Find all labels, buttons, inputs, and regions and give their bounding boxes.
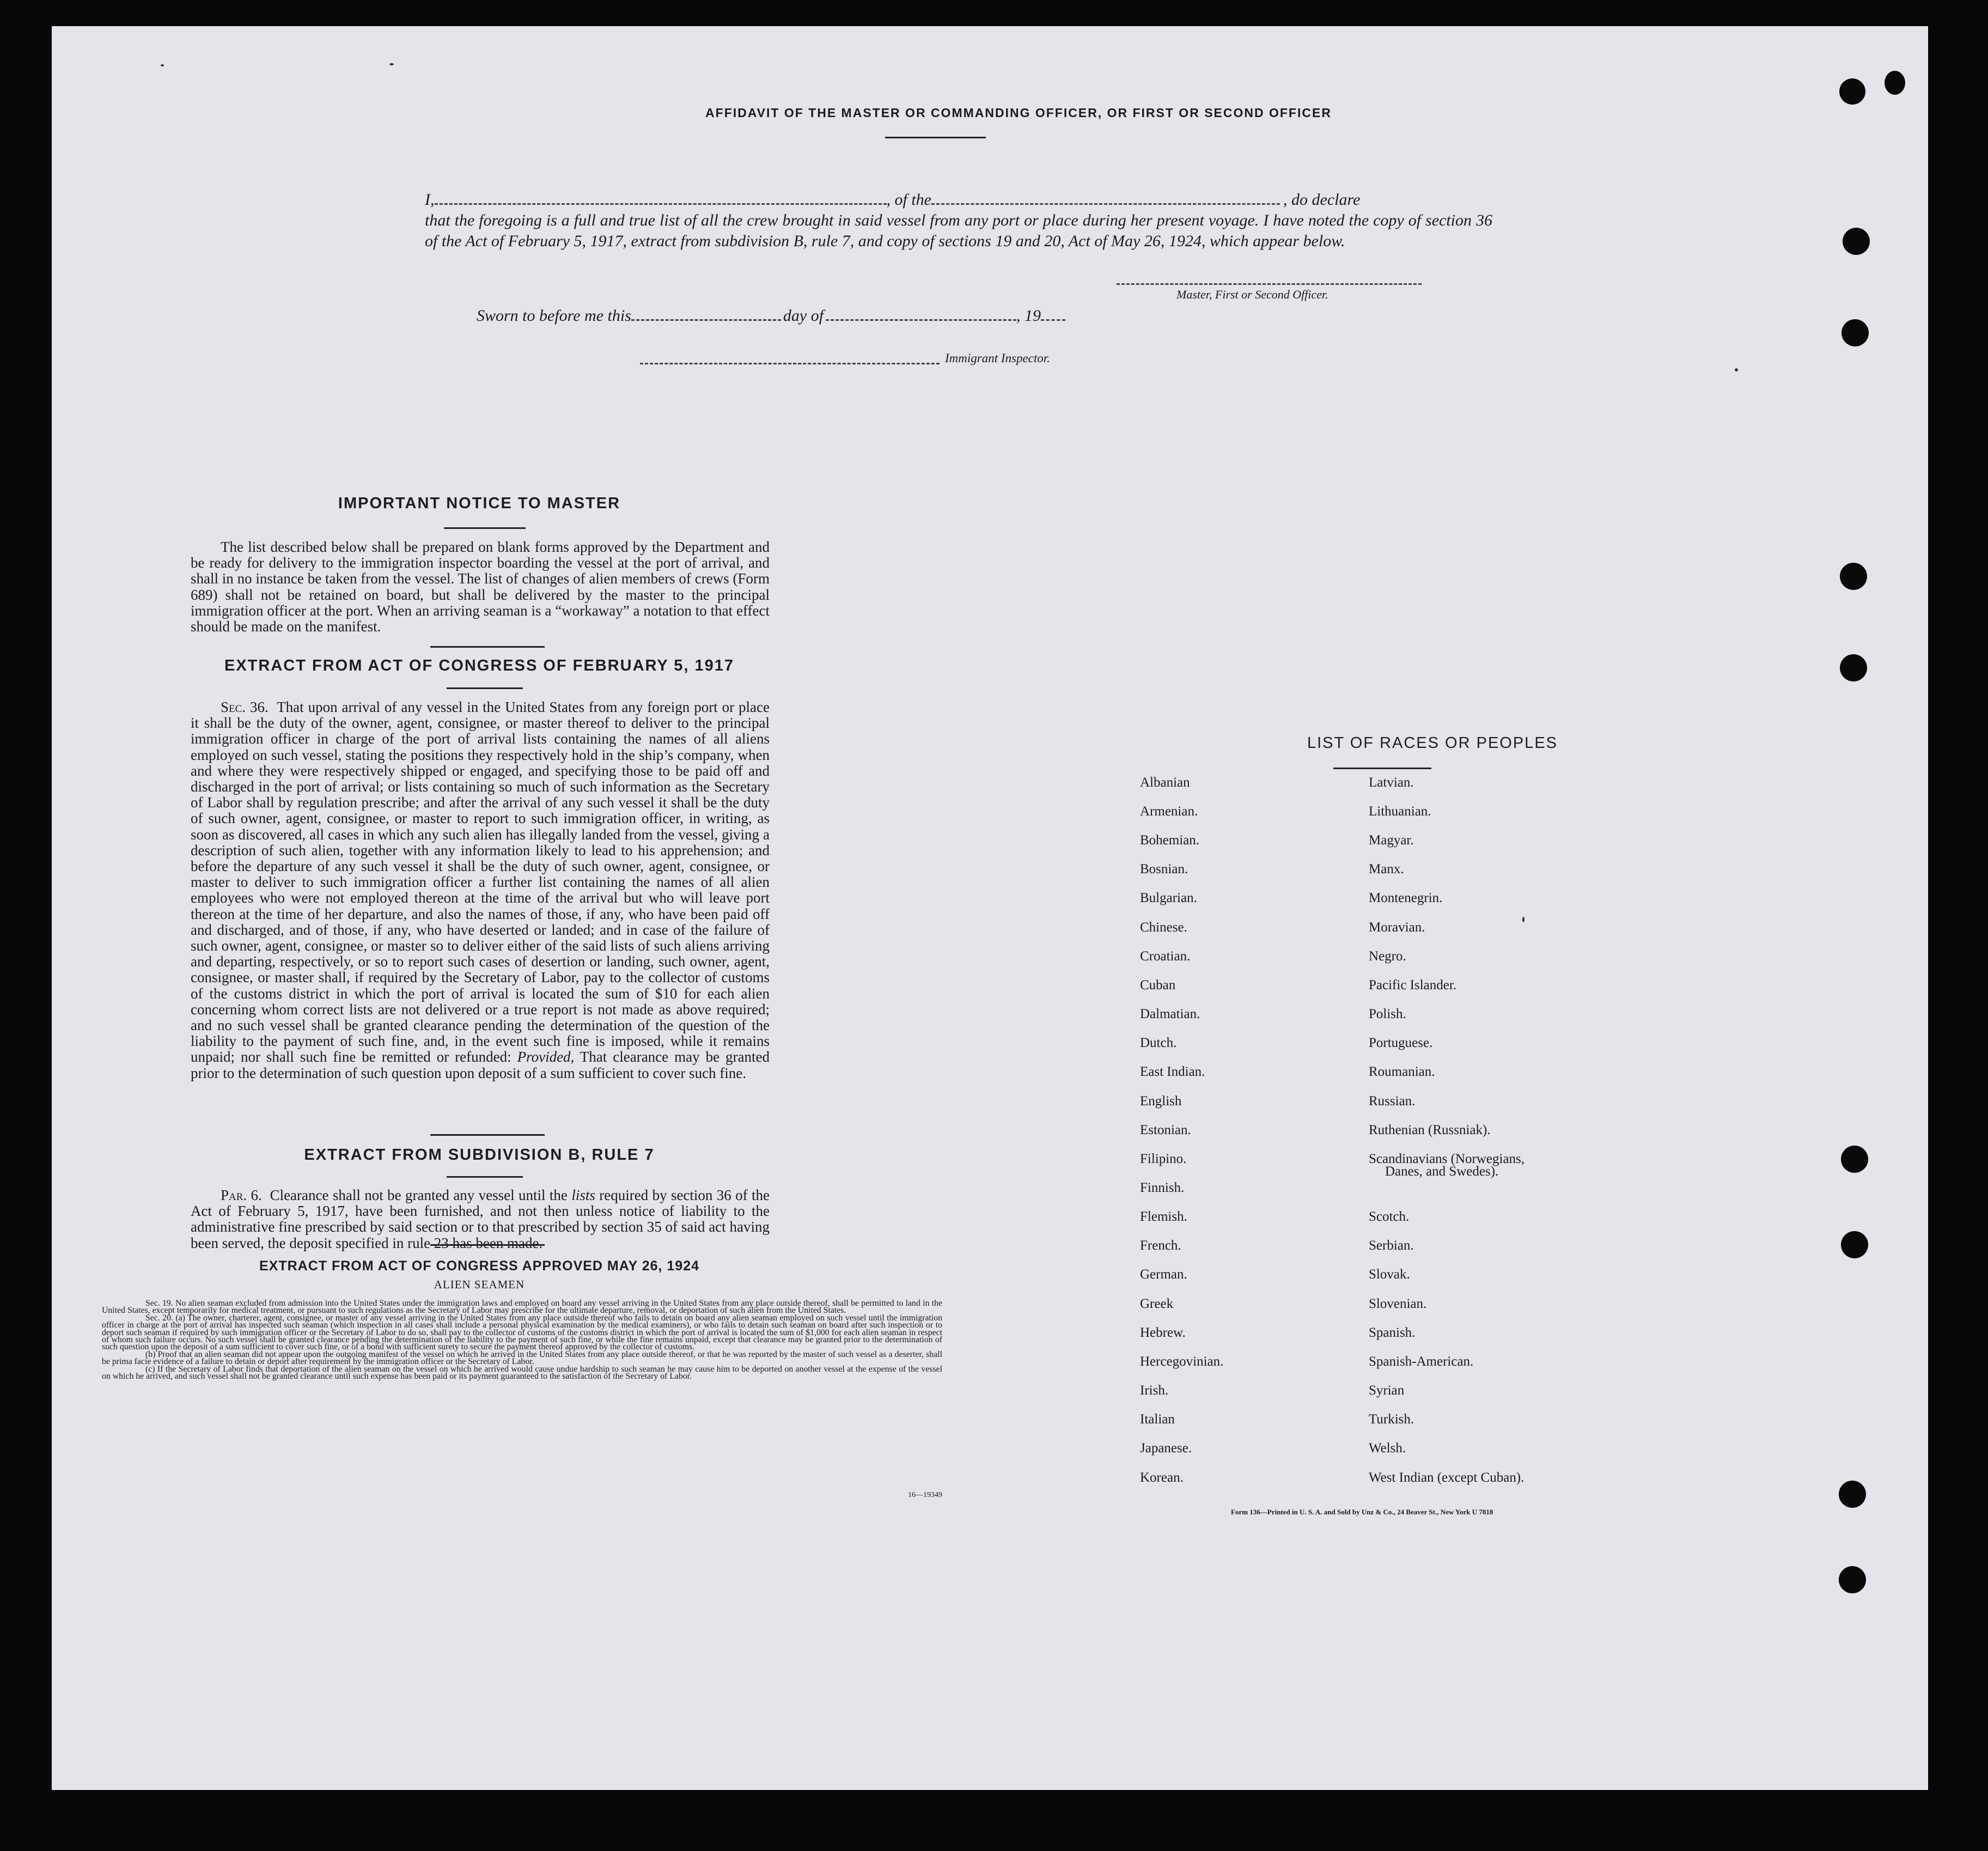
- race-item-left: Greek: [1140, 1296, 1174, 1311]
- paper-speck: [389, 63, 394, 65]
- race-item-right: Scandinavians (Norwegians,: [1369, 1152, 1525, 1166]
- inspector-caption: Immigrant Inspector.: [945, 351, 1050, 365]
- race-item-left: Hercegovinian.: [1140, 1354, 1224, 1369]
- race-item-left: Dutch.: [1140, 1036, 1177, 1050]
- rule7-underline: [447, 1176, 523, 1178]
- binder-hole-icon: [1841, 319, 1869, 346]
- print-code: 16—19349: [908, 1491, 942, 1499]
- race-item-right: Turkish.: [1369, 1412, 1414, 1427]
- paper-speck: [161, 64, 164, 66]
- race-item-right: Danes, and Swedes).: [1385, 1164, 1499, 1179]
- notice-underline: [444, 527, 526, 529]
- race-item-right: Magyar.: [1369, 833, 1414, 848]
- race-item-left: Irish.: [1140, 1383, 1169, 1398]
- affidavit-block: [425, 190, 1503, 252]
- binder-hole-icon: [1839, 1566, 1866, 1593]
- race-item-left: Korean.: [1140, 1470, 1184, 1485]
- sec-19-text: Sec. 19. No alien seaman excluded from admission into the United States under the immigration laws and employed on board any vessel arriving in the United States from any place outside thereof, shall be permitted to land in the United States, except temporarily for medical treatment, or pursuant to such regulations as the Secretary of Labor may prescribe for the ultimate departure, removal, or deportation of such alien from the United States.: [102, 1299, 942, 1316]
- rule7-text-a: Clearance shall not be granted any vessel until the: [270, 1187, 568, 1203]
- extract-1917-paragraph: [191, 699, 770, 1081]
- day-of-label: day of: [783, 307, 824, 325]
- master-caption: Master, First or Second Officer.: [1176, 288, 1328, 301]
- year-blank: [1041, 319, 1065, 321]
- sec-36-label: Sec. 36.: [221, 699, 269, 715]
- race-item-left: Bulgarian.: [1140, 891, 1197, 905]
- rule7-section: [191, 1188, 770, 1251]
- race-item-right: Spanish-American.: [1369, 1354, 1474, 1369]
- binder-hole-icon: [1843, 228, 1870, 255]
- race-item-left: Albanian: [1140, 775, 1190, 790]
- race-item-right: Negro.: [1369, 949, 1406, 964]
- i-label: I,: [425, 191, 435, 209]
- divider-1: [430, 646, 545, 648]
- notice-section: [191, 539, 770, 635]
- inspector-signature-line: [640, 363, 940, 364]
- rule7-title: EXTRACT FROM SUBDIVISION B, RULE 7: [304, 1146, 655, 1164]
- race-item-left: Armenian.: [1140, 804, 1198, 819]
- form-footer: Form 136—Printed in U. S. A. and Sold by Unz & Co., 24 Beaver St., New York U 7818: [1231, 1508, 1493, 1516]
- race-item-left: Finnish.: [1140, 1180, 1185, 1195]
- divider-3: [430, 1244, 545, 1246]
- rule7-text-b: required by section 36 of the Act of February 5, 1917, have been furnished, and not then unless notice of liability to the administrative fine prescribed by said section or to that prescribed by section 35 of said act having been served, the deposit specified in rule 23 has been made.: [191, 1187, 770, 1251]
- race-item-right: Portuguese.: [1369, 1036, 1433, 1050]
- par-6-label: Par. 6.: [221, 1187, 262, 1203]
- race-item-right: Slovenian.: [1369, 1296, 1427, 1311]
- sec-36-text: That upon arrival of any vessel in the United States from any foreign port or place it shall be the duty of the owner, agent, consignee, or master thereof to deliver to the principal immigration officer in charge of the port of arrival lists containing the names of all aliens employed on such vessel, stating the positions they respectively hold in the ship’s company, when and where they were respectively shipped or engaged, and specifying those to be paid off and discharged in the port of arrival; or lists containing so much of such information as the Secretary of Labor shall by regulation prescribe; and after the arrival of any such vessel it shall be the duty of such owner, agent, consignee, or master to report to such immigration officer, in writing, as soon as discovered, all cases in which any such alien has illegally landed from the vessel, giving a description of such alien, together with any information likely to lead to his apprehension; and before the departure of any such vessel it shall be the duty of such owner, agent, consignee, or master to deliver to such immigration officer a further list containing the names of all alien employees who were not employed thereon at the time of the arrival but who will leave port thereon at the time of her departure, and also the names of those, if any, who have been paid off and discharged, and of those, if any, who have deserted or landed; and in case of the failure of such owner, agent, consignee, or master so to deliver either of the said lists of such aliens arriving and departing, respectively, or so to report such cases of desertion or landing, such owner, agent, consignee, or master shall, if required by the Secretary of Labor, pay to the collector of customs of the customs district in which the port of arrival is located the sum of $10 for each alien concerning whom correct lists are not delivered or a true report is not made as above required; and no such vessel shall be granted clearance pending the determination of the question of the liability to the payment of such fine, and, in the event such fine is imposed, while it remains unpaid; nor shall such fine be remitted or refunded:: [191, 699, 770, 1065]
- affidavit-text: that the foregoing is a full and true list of all the crew brought in said vessel from any port or place during her present voyage. I have noted the copy of section 36 of the Act of February 5, 1917, extract from subdivision B, rule 7, and copy of sections 19 and 20, Act of May 26, 1924, which appear below.: [425, 211, 1492, 250]
- races-underline: [1333, 768, 1431, 769]
- of-the-label: , of the: [886, 191, 931, 209]
- divider-2: [430, 1134, 545, 1136]
- race-item-left: Estonian.: [1140, 1123, 1191, 1137]
- provided-label: Provided,: [517, 1049, 575, 1065]
- affidavit-first-line: [425, 190, 1503, 210]
- do-declare-label: , do declare: [1283, 191, 1361, 209]
- race-item-right: Roumanian.: [1369, 1064, 1435, 1079]
- notice-text: The list described below shall be prepared on blank forms approved by the Department and be ready for delivery to the immigration inspector boarding the vessel at the port of arrival, and shall in no instance be taken from the vessel. The list of changes of alien members of crews (Form 689) shall not be retained on board, but shall be delivered by the master to the principal immigration officer at the port. When an arriving seaman is a “workaway” a notation to that effect should be made on the manifest.: [191, 539, 770, 635]
- sec-20c-text: (c) If the Secretary of Labor finds that deportation of the alien seaman on the vessel on which he arrived would cause undue hardship to such seaman he may cause him to be deported on another vessel at the expense of the vessel on which he arrived, and such vessel shall not be granted clearance until such expense has been paid or its payment guaranteed to the satisfaction of the Secretary of Labor.: [102, 1364, 942, 1381]
- race-item-left: Italian: [1140, 1412, 1175, 1427]
- extract-1917-title: EXTRACT FROM ACT OF CONGRESS OF FEBRUARY 5, 1917: [224, 657, 735, 674]
- race-item-left: German.: [1140, 1267, 1187, 1282]
- race-item-left: East Indian.: [1140, 1064, 1205, 1079]
- extract-1917-underline: [447, 687, 523, 689]
- paper-speck: [1522, 917, 1524, 922]
- notice-title: IMPORTANT NOTICE TO MASTER: [338, 495, 621, 512]
- race-item-left: Bosnian.: [1140, 862, 1188, 876]
- race-item-left: Bohemian.: [1140, 833, 1200, 848]
- sec-20b-text: (b) Proof that an alien seaman did not appear upon the outgoing manifest of the vessel on which he arrived in the United States from any place outside thereof, or that he was reported by the master of such vessel as a deserter, shall be prima facie evidence of a failure to detain or deport after requirement by the immigration officer or the Secretary of Labor.: [102, 1349, 942, 1367]
- binder-hole-icon: [1841, 1146, 1868, 1173]
- vessel-blank: [931, 203, 1280, 205]
- race-item-right: Spanish.: [1369, 1325, 1416, 1340]
- race-item-left: Flemish.: [1140, 1209, 1187, 1224]
- race-item-left: Hebrew.: [1140, 1325, 1186, 1340]
- race-item-right: Lithuanian.: [1369, 804, 1431, 819]
- race-item-left: English: [1140, 1094, 1182, 1109]
- race-item-right: Latvian.: [1369, 775, 1414, 790]
- binder-hole-icon: [1841, 1231, 1868, 1258]
- race-item-left: Dalmatian.: [1140, 1007, 1200, 1021]
- race-item-left: Croatian.: [1140, 949, 1191, 964]
- year-label: , 19: [1016, 307, 1041, 325]
- title-underline: [885, 137, 986, 138]
- race-item-right: Ruthenian (Russniak).: [1369, 1123, 1491, 1137]
- extract-1917-section: [191, 699, 770, 1081]
- corner-hole-icon: [1885, 71, 1905, 95]
- rule7-paragraph: [191, 1188, 770, 1251]
- sworn-line: [477, 307, 1065, 325]
- sec-20a-text: Sec. 20. (a) The owner, charterer, agent, consignee, or master of any vessel arriving in the United States from any place outside thereof who fails to detain on board any alien seaman employed on such vessel until the immigration officer in charge at the port of arrival has inspected such seaman (which inspection in all cases shall include a personal physical examination by the medical examiners), or who fails to detain such seaman on board after such inspection or to deport such seaman if required by such immigration officer or the Secretary of Labor to do so, shall pay to the collector of customs of the customs district in which the port of arrival is located the sum of $1,000 for each alien seaman in respect of whom such failure occurs. No such vessel shall be granted clearance pending the determination of the liability to the payment of such fine, or while the fine remains unpaid, except that clearance may be granted prior to the determination of such question upon the deposit of a sum sufficient to cover such fine, or of a bond with sufficient surety to secure the payment thereof approved by the collector of customs.: [102, 1313, 942, 1352]
- day-blank: [631, 319, 781, 321]
- extract-1924-title: EXTRACT FROM ACT OF CONGRESS APPROVED MAY 26, 1924: [259, 1258, 700, 1274]
- name-blank: [435, 203, 887, 205]
- corner-hole-icon: [1839, 78, 1865, 105]
- binder-hole-icon: [1840, 563, 1867, 590]
- race-item-right: Scotch.: [1369, 1209, 1410, 1224]
- race-item-right: West Indian (except Cuban).: [1369, 1470, 1524, 1485]
- race-item-right: Syrian: [1369, 1383, 1405, 1398]
- provided-text: That clearance may be granted prior to the determination of such question upon deposit of a sum sufficient to cover such fine.: [191, 1049, 770, 1081]
- race-item-right: Serbian.: [1369, 1238, 1414, 1253]
- form-page: [52, 26, 1928, 1790]
- race-item-right: Manx.: [1369, 862, 1404, 876]
- extract-1924-subtitle: ALIEN SEAMEN: [434, 1278, 525, 1291]
- race-item-left: Filipino.: [1140, 1152, 1187, 1166]
- race-item-right: Moravian.: [1369, 920, 1425, 935]
- race-item-right: Welsh.: [1369, 1441, 1406, 1456]
- races-title: LIST OF RACES OR PEOPLES: [1307, 734, 1558, 752]
- race-item-left: French.: [1140, 1238, 1181, 1253]
- lists-word: lists: [571, 1187, 595, 1203]
- race-item-right: Russian.: [1369, 1094, 1416, 1109]
- race-item-right: Montenegrin.: [1369, 891, 1443, 905]
- master-signature-line: [1117, 283, 1422, 285]
- race-item-left: Japanese.: [1140, 1441, 1192, 1456]
- sworn-label: Sworn to before me this: [477, 307, 631, 325]
- binder-hole-icon: [1840, 654, 1867, 681]
- affidavit-title: AFFIDAVIT OF THE MASTER OR COMMANDING OFFICER, OR FIRST OR SECOND OFFICER: [705, 106, 1332, 120]
- month-blank: [826, 319, 1016, 321]
- race-item-right: Slovak.: [1369, 1267, 1410, 1282]
- race-item-right: Polish.: [1369, 1007, 1406, 1021]
- paper-speck: [1735, 368, 1738, 372]
- binder-hole-icon: [1839, 1481, 1866, 1508]
- race-item-left: Chinese.: [1140, 920, 1187, 935]
- race-item-left: Cuban: [1140, 978, 1176, 993]
- extract-1924-section: [102, 1300, 942, 1380]
- race-item-right: Pacific Islander.: [1369, 978, 1457, 993]
